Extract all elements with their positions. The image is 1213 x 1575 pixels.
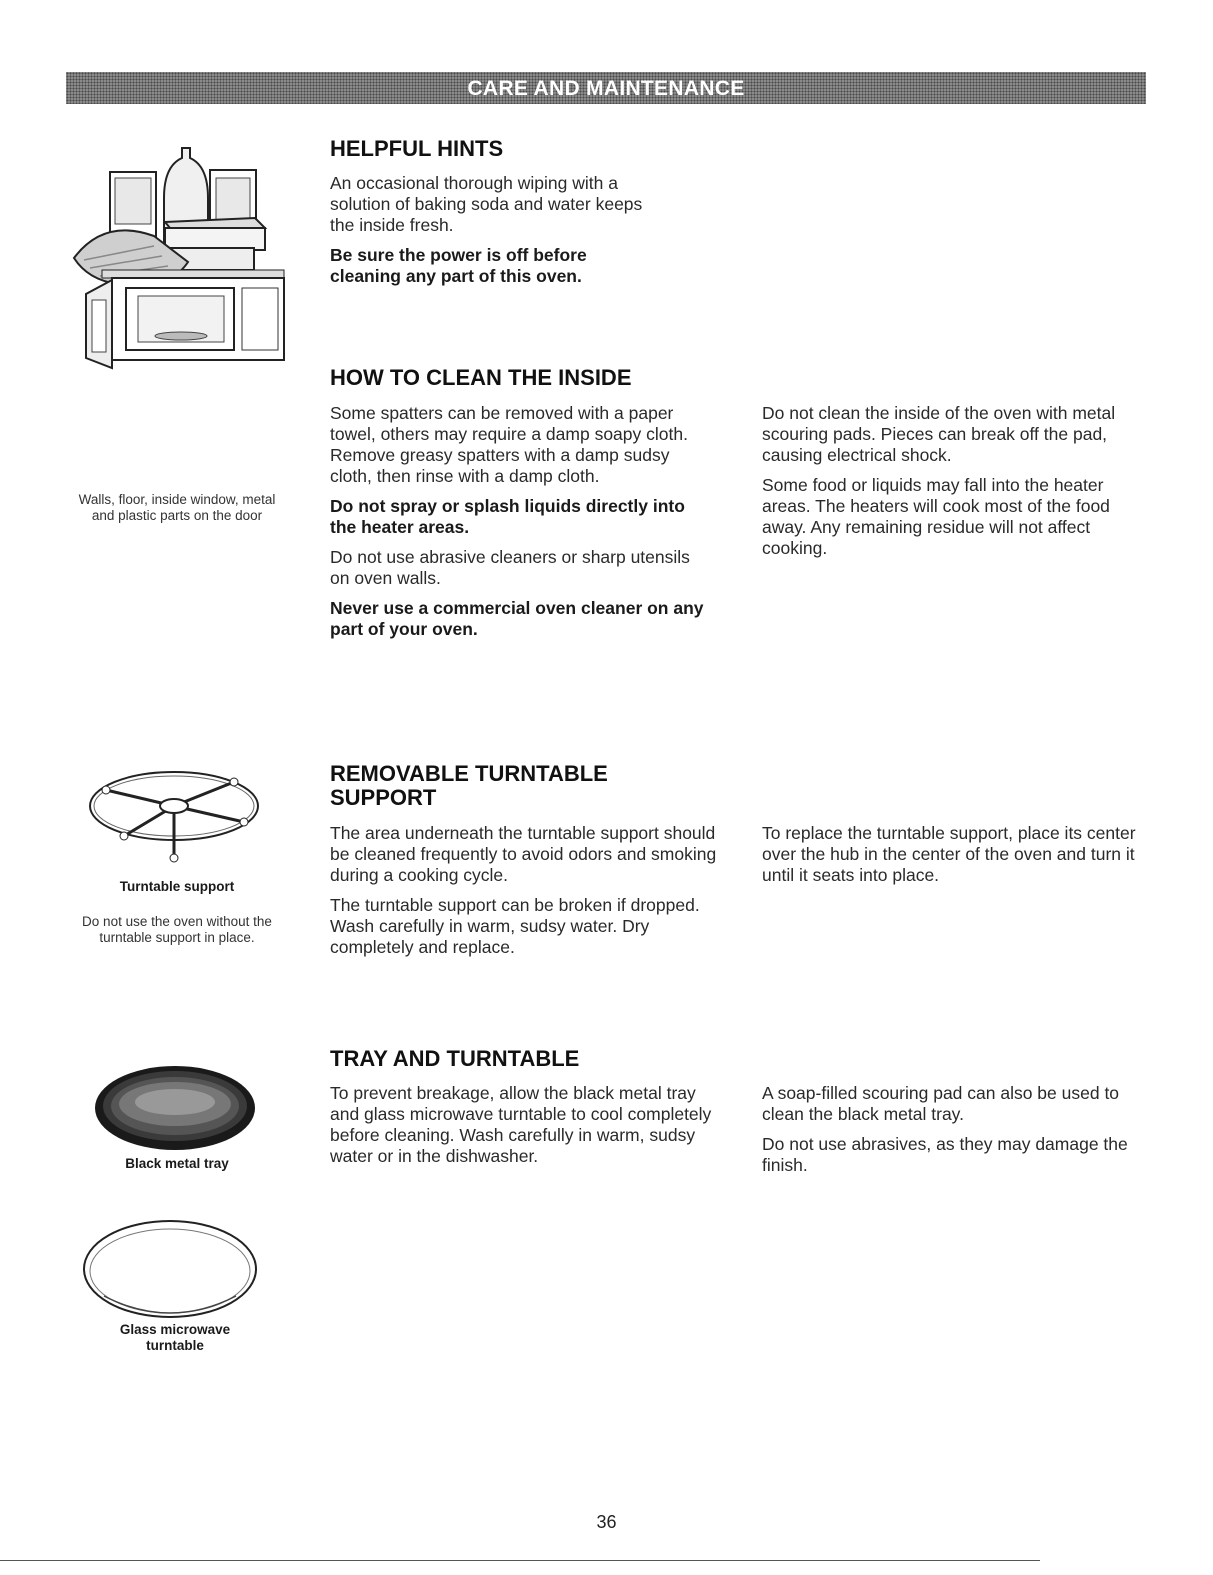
black-tray-caption: Black metal tray bbox=[125, 1156, 229, 1171]
black-metal-tray-illustration bbox=[90, 1062, 260, 1154]
tray-left-column bbox=[330, 1083, 720, 1176]
clean-inside-left-column bbox=[330, 403, 710, 649]
page-title: CARE AND MAINTENANCE bbox=[467, 77, 745, 100]
no-oven-cleaner-warning: Never use a commercial oven cleaner on any part of your oven. bbox=[330, 598, 704, 639]
turntable-support-title-line1: REMOVABLE TURNTABLE bbox=[330, 761, 608, 786]
helpful-hints-text bbox=[330, 173, 660, 296]
tray-right-column bbox=[762, 1083, 1147, 1185]
breakable-support-paragraph: The turntable support can be broken if dropped. Wash carefully in warm, sudsy water. Dry completely and replace. bbox=[330, 895, 700, 957]
turntable-support-title bbox=[330, 762, 608, 810]
replace-support-paragraph: To replace the turntable support, place its center over the hub in the center of the oven and turn it until it seats into place. bbox=[762, 823, 1136, 885]
glass-turntable-caption: Glass microwave turntable bbox=[119, 1322, 231, 1353]
cool-before-cleaning-paragraph: To prevent breakage, allow the black metal tray and glass microwave turntable to cool completely before cleaning. Wash carefully in warm, sudsy water or in the dishwasher. bbox=[330, 1083, 712, 1166]
clean-inside-title: HOW TO CLEAN THE INSIDE bbox=[330, 365, 632, 390]
open-oven-illustration bbox=[72, 262, 286, 422]
turntable-support-illustration bbox=[84, 760, 264, 870]
tray-turntable-title: TRAY AND TURNTABLE bbox=[330, 1046, 580, 1071]
no-abrasive-paragraph: Do not use abrasive cleaners or sharp utensils on oven walls. bbox=[330, 547, 690, 588]
turntable-support-caption: Turntable support bbox=[119, 879, 235, 894]
turntable-support-right-column bbox=[762, 823, 1147, 895]
turntable-support-note: Do not use the oven without the turntable support in place. bbox=[82, 914, 272, 945]
helpful-hints-paragraph: An occasional thorough wiping with a solution of baking soda and water keeps the inside fresh. bbox=[330, 173, 643, 235]
no-scouring-pads-paragraph: Do not clean the inside of the oven with metal scouring pads. Pieces can break off the pad, causing electrical shock. bbox=[762, 403, 1116, 465]
footer-rule bbox=[0, 1560, 1040, 1561]
no-abrasives-paragraph: Do not use abrasives, as they may damage the finish. bbox=[762, 1134, 1128, 1175]
glass-turntable-illustration bbox=[80, 1216, 260, 1322]
turntable-support-title-line2: SUPPORT bbox=[330, 785, 437, 810]
spatters-paragraph: Some spatters can be removed with a paper towel, others may require a damp soapy cloth. Remove greasy spatters with a damp sudsy cloth, then rinse with a damp cloth. bbox=[330, 403, 688, 486]
page-number: 36 bbox=[596, 1512, 617, 1532]
helpful-hints-title: HELPFUL HINTS bbox=[330, 136, 504, 161]
heater-residue-paragraph: Some food or liquids may fall into the heater areas. The heaters will cook most of the food away. Any remaining residue will not affect cooking. bbox=[762, 475, 1110, 558]
header-banner bbox=[66, 72, 1146, 104]
power-off-warning: Be sure the power is off before cleaning any part of this oven. bbox=[330, 245, 587, 286]
clean-inside-right-column bbox=[762, 403, 1147, 568]
no-spray-warning: Do not spray or splash liquids directly into the heater areas. bbox=[330, 496, 685, 537]
scouring-pad-paragraph: A soap-filled scouring pad can also be used to clean the black metal tray. bbox=[762, 1083, 1120, 1124]
turntable-support-left-column bbox=[330, 823, 720, 967]
clean-inside-caption: Walls, floor, inside window, metal and plastic parts on the door bbox=[78, 492, 276, 523]
clean-underneath-paragraph: The area underneath the turntable support should be cleaned frequently to avoid odors and smoking during a cooking cycle. bbox=[330, 823, 717, 885]
